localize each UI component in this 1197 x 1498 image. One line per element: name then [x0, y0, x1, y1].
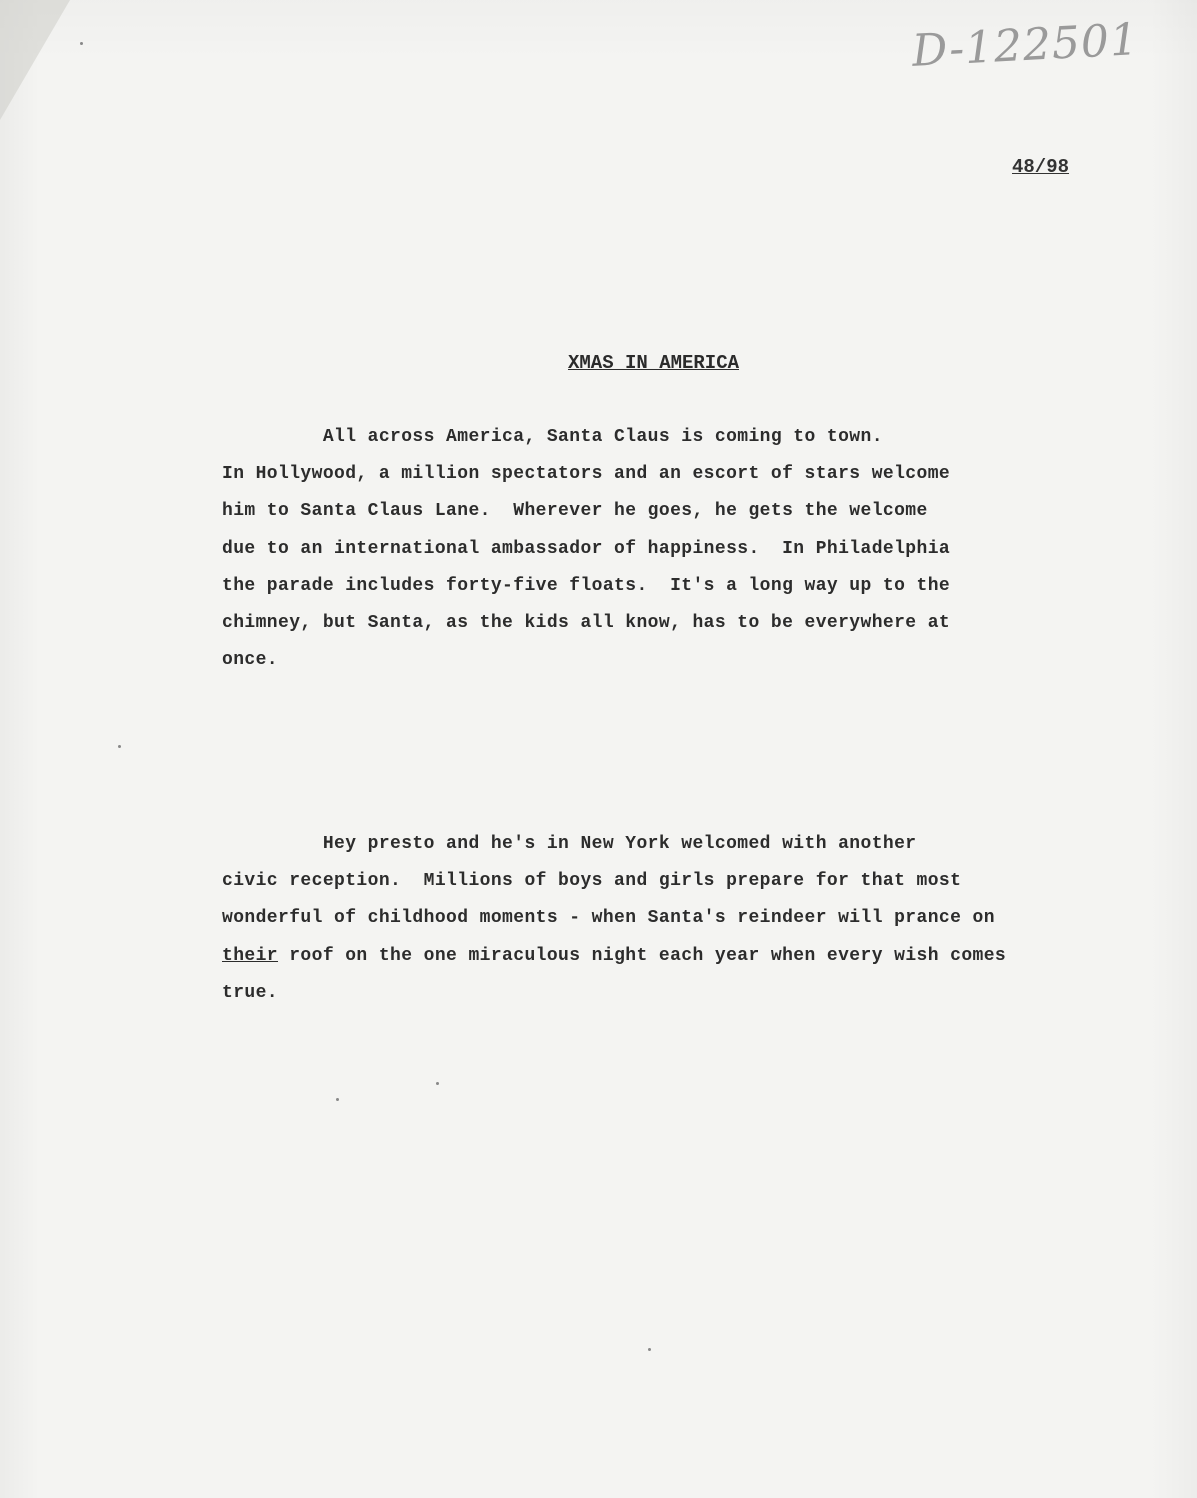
paper-speck	[118, 745, 121, 748]
paragraph-line: once.	[222, 650, 279, 671]
page-number: 48/98	[1012, 156, 1070, 178]
paragraph-line: true.	[222, 982, 279, 1003]
paragraph-1	[222, 419, 1102, 679]
paper-speck	[80, 42, 83, 45]
paper-speck	[648, 1348, 651, 1351]
paragraph-line: the parade includes forty-five floats. It's a long way up to the	[222, 575, 951, 596]
paragraph-line: due to an international ambassador of happiness. In Philadelphia	[222, 538, 951, 559]
paragraph-line: In Hollywood, a million spectators and an escort of stars welcome	[222, 464, 951, 485]
handwritten-document-id: D-122501	[910, 14, 1141, 77]
paragraph-2	[222, 826, 1102, 1012]
paragraph-line: Hey presto and he's in New York welcomed with another	[222, 834, 917, 854]
paper-speck	[436, 1082, 439, 1085]
paragraph-line-with-underline	[222, 938, 1102, 975]
corner-fold	[0, 0, 70, 120]
paragraph-line: chimney, but Santa, as the kids all know, has to be everywhere at	[222, 612, 951, 633]
paragraph-line: civic reception. Millions of boys and girls prepare for that most	[222, 871, 962, 892]
paper-speck	[336, 1098, 339, 1101]
document-title: XMAS IN AMERICA	[567, 352, 740, 374]
underlined-word: their	[222, 945, 279, 966]
paragraph-line: him to Santa Claus Lane. Wherever he goes, he gets the welcome	[222, 501, 928, 522]
paragraph-line: wonderful of childhood moments - when Santa's reindeer will prance on	[222, 908, 995, 929]
paragraph-line: All across America, Santa Claus is coming to town.	[222, 427, 883, 447]
line-remainder: roof on the one miraculous night each year when every wish comes	[278, 945, 1007, 966]
